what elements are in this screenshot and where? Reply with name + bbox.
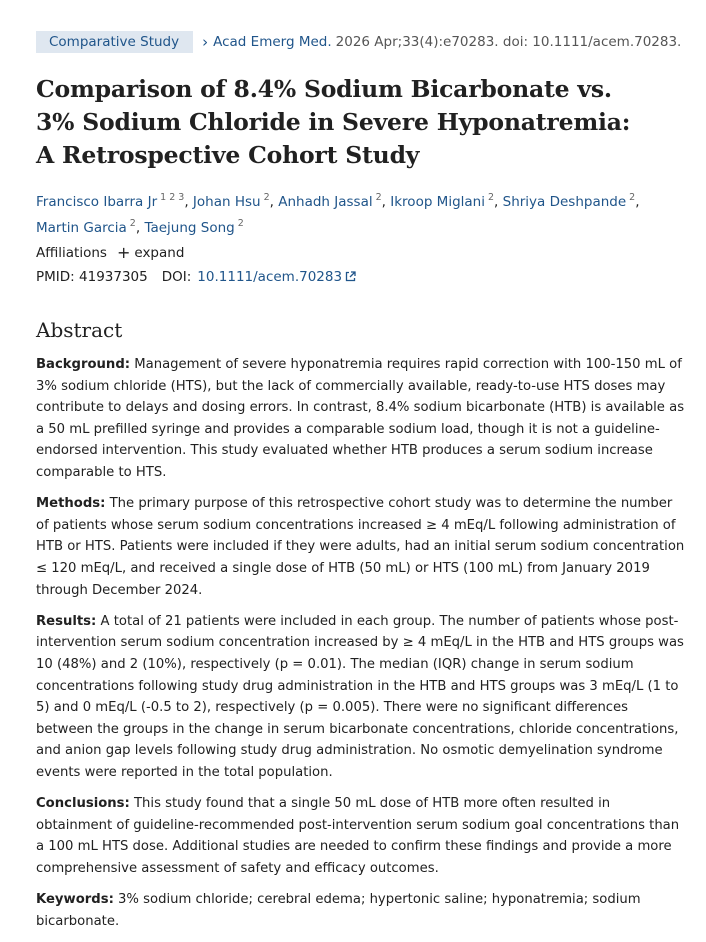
affiliations-expand-toggle[interactable]: [117, 243, 184, 263]
abstract-section-results: Results: A total of 21 patients were included in each group. The number of patients whose post-intervention serum sodium concentration increased by ≥ 4 mEq/L in the HTB and HTS groups was 10 (48%) and 2 (10%), respectively (p = 0.01). The median (IQR) change in serum sodium concentrations following study drug administration in the HTB and HTS groups was 3 mEq/L (1 to 5) and 0 mEq/L (-0.5 to 2), respectively (p = 0.005). There were no significant differences between the groups in the change in serum bicarbonate concentrations, chloride concentrations, and anion gap levels following study drug administration. No osmotic demyelination syndrome events were reported in the total population.: [36, 613, 684, 780]
expand-label: expand: [134, 245, 185, 261]
abstract-keywords: Keywords: 3% sodium chloride; cerebral edema; hypertonic saline; hyponatremia; sodium bicarbonate.: [36, 892, 641, 929]
affiliation-ref[interactable]: 2: [629, 192, 636, 203]
abstract-section-methods: Methods: The primary purpose of this retrospective cohort study was to determine the number of patients whose serum sodium concentrations increased ≥ 4 mEq/L following administration of HTB or HTS. Patients were included if they were adults, had an initial serum sodium concentration ≤ 120 mEq/L, and received a single dose of HTB (50 mL) or HTS (100 mL) from January 2019 through December 2024.: [36, 496, 685, 598]
affiliations-row: [36, 243, 184, 263]
abstract-section-conclusions: Conclusions: This study found that a single 50 mL dose of HTB more often resulted in obtainment of guideline-recommended post-intervention serum sodium goal concentrations than a 100 mL HTS dose. Additional studies are needed to confirm these findings and provide a more comprehensive assessment of safety and efficacy outcomes.: [36, 796, 680, 876]
citation-text: 2026 Apr;33(4):e70283. doi: 10.1111/acem.70283.: [335, 34, 682, 50]
author-link[interactable]: Shriya Deshpande $^2$: [502, 192, 636, 210]
article-header: [36, 31, 684, 53]
affiliation-ref[interactable]: 2: [237, 218, 244, 229]
affiliation-ref[interactable]: 2: [129, 218, 136, 229]
doi-link[interactable]: 10.1111/acem.70283: [197, 267, 356, 287]
affiliations-label: Affiliations: [36, 245, 107, 261]
author-link[interactable]: Anhadh Jassal $^2$: [278, 192, 382, 210]
abstract-body: [36, 354, 686, 942]
identifiers-row: [36, 267, 356, 287]
pmid-value: 41937305: [79, 269, 148, 285]
article-type-badge[interactable]: Comparative Study: [36, 31, 193, 53]
author-link[interactable]: Martin Garcia $^2$: [36, 218, 136, 236]
author-link[interactable]: Johan Hsu $^2$: [192, 192, 270, 210]
author-link[interactable]: Ikroop Miglani $^2$: [390, 192, 495, 210]
author-link[interactable]: Francisco Ibarra Jr $^{1 2 3}$: [36, 192, 185, 210]
abstract-heading: Abstract: [36, 318, 123, 342]
journal-link[interactable]: Acad Emerg Med.: [213, 34, 332, 50]
doi-label: DOI:: [161, 269, 192, 285]
affiliation-ref[interactable]: 1 2 3: [160, 192, 185, 203]
article-title: Comparison of 8.4% Sodium Bicarbonate vs. 3% Sodium Chloride in Severe Hyponatremia: A Retrospective Cohort Study: [36, 75, 631, 169]
abstract-section-background: Background: Management of severe hyponatremia requires rapid correction with 100-150 mL of 3% sodium chloride (HTS), but the lack of commercially available, ready-to-use HTS doses may contribute to delays and dosing errors. In contrast, 8.4% sodium bicarbonate (HTB) is available as a 50 mL prefilled syringe and provides a comparable sodium load, though it is not a guideline-endorsed intervention. This study evaluated whether HTB produces a serum sodium increase comparable to HTS.: [36, 357, 685, 480]
external-link-icon: [345, 271, 356, 282]
plus-icon: +: [116, 243, 131, 262]
author-list: Francisco Ibarra Jr $^{1 2 3}$, Johan Hsu $^2$, Anhadh Jassal $^2$, Ikroop Miglani $^2$, Shriya Deshpande $^2$, Martin Garcia $^2$, Taejung Song $^2$: [36, 192, 640, 236]
affiliation-ref[interactable]: 2: [263, 192, 270, 203]
author-link[interactable]: Taejung Song $^2$: [144, 218, 244, 236]
affiliation-ref[interactable]: 2: [375, 192, 382, 203]
affiliation-ref[interactable]: 2: [487, 192, 495, 203]
pmid-label: PMID:: [36, 269, 75, 285]
chevron-right-icon: ›: [202, 33, 209, 51]
